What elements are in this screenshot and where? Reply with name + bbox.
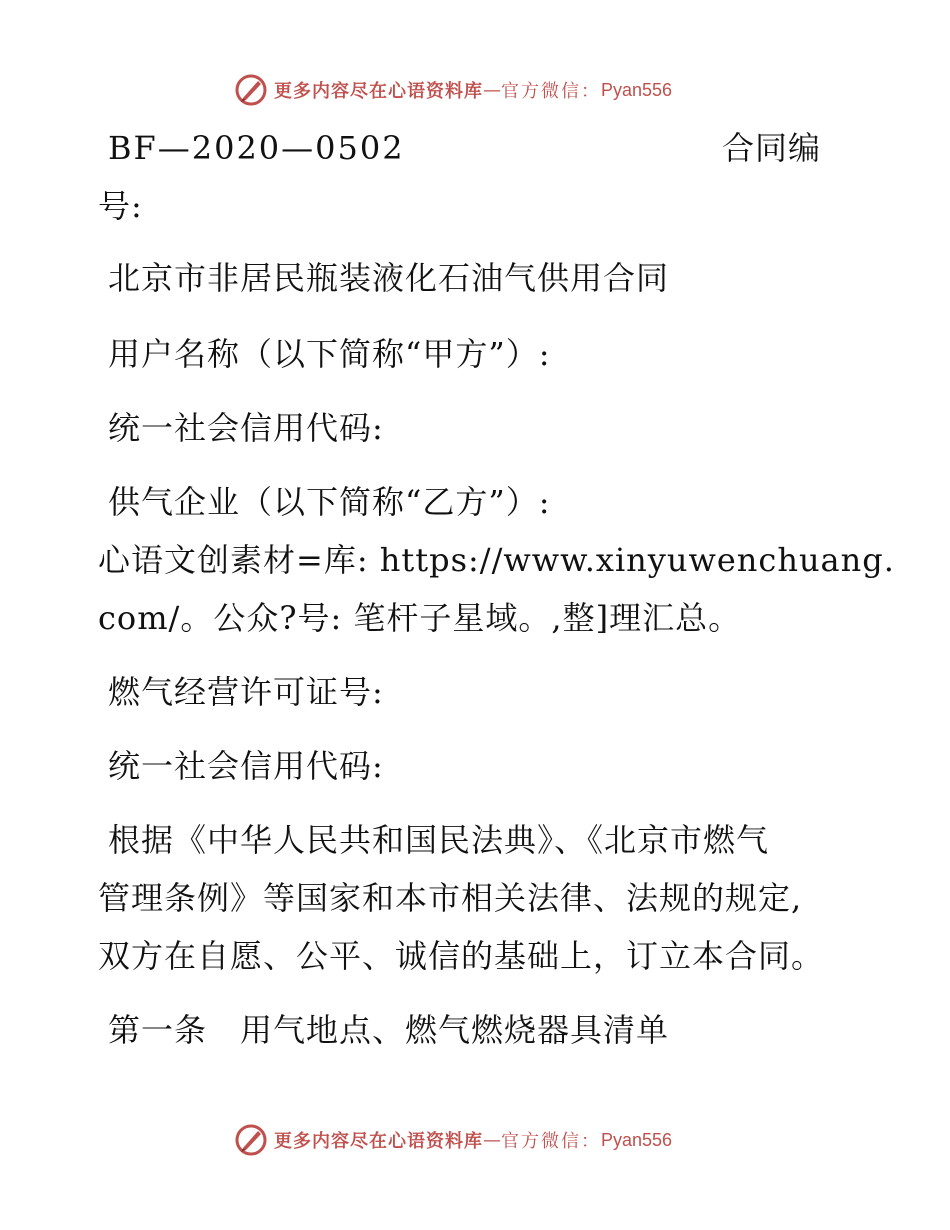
watermark-wechat-handle: Pyan556: [601, 79, 673, 100]
party-a-name-field: 用户名称（以下简称“甲方”）:: [108, 335, 551, 373]
watermark-separator: —: [483, 79, 501, 101]
header-watermark: [234, 72, 672, 108]
preamble-line-3: 双方在自愿、公平、诚信的基础上，订立本合同。: [98, 937, 825, 975]
footer-watermark: [234, 1122, 672, 1158]
party-b-credit-code-field: 统一社会信用代码:: [108, 747, 384, 785]
party-a-credit-code-field: 统一社会信用代码:: [108, 409, 384, 447]
party-b-name-field: 供气企业（以下简称“乙方”）:: [108, 483, 551, 521]
inserted-watermark-text-line-2: com/。公众?号: 笔杆子星域。,整]理汇总。: [98, 599, 742, 637]
watermark-wechat-label: 官方微信：: [501, 1131, 601, 1152]
watermark-wechat-label: 官方微信：: [501, 81, 601, 102]
preamble-line-2: 管理条例》等国家和本市相关法律、法规的规定,: [98, 879, 803, 917]
article-one-heading: 第一条 用气地点、燃气燃烧器具清单: [108, 1011, 670, 1049]
watermark-separator: —: [483, 1129, 501, 1151]
contract-title: 北京市非居民瓶装液化石油气供用合同: [108, 259, 670, 297]
gas-license-number-field: 燃气经营许可证号:: [108, 673, 384, 711]
quill-pen-logo-icon: [234, 73, 268, 107]
document-code: BF—2020—0502: [108, 129, 405, 167]
watermark-main-text: 更多内容尽在心语资料库: [274, 1131, 483, 1152]
contract-number-label-wrap: 号:: [98, 187, 143, 225]
watermark-wechat-handle: Pyan556: [601, 1129, 673, 1150]
watermark-main-text: 更多内容尽在心语资料库: [274, 81, 483, 102]
contract-number-label: 合同编: [722, 129, 822, 167]
quill-pen-logo-icon: [234, 1123, 268, 1157]
preamble-line-1: 根据《中华人民共和国民法典》、《北京市燃气: [108, 821, 770, 859]
inserted-watermark-text-line-1: 心语文创素材=库: https://www.xinyuwenchuang.: [98, 541, 895, 579]
